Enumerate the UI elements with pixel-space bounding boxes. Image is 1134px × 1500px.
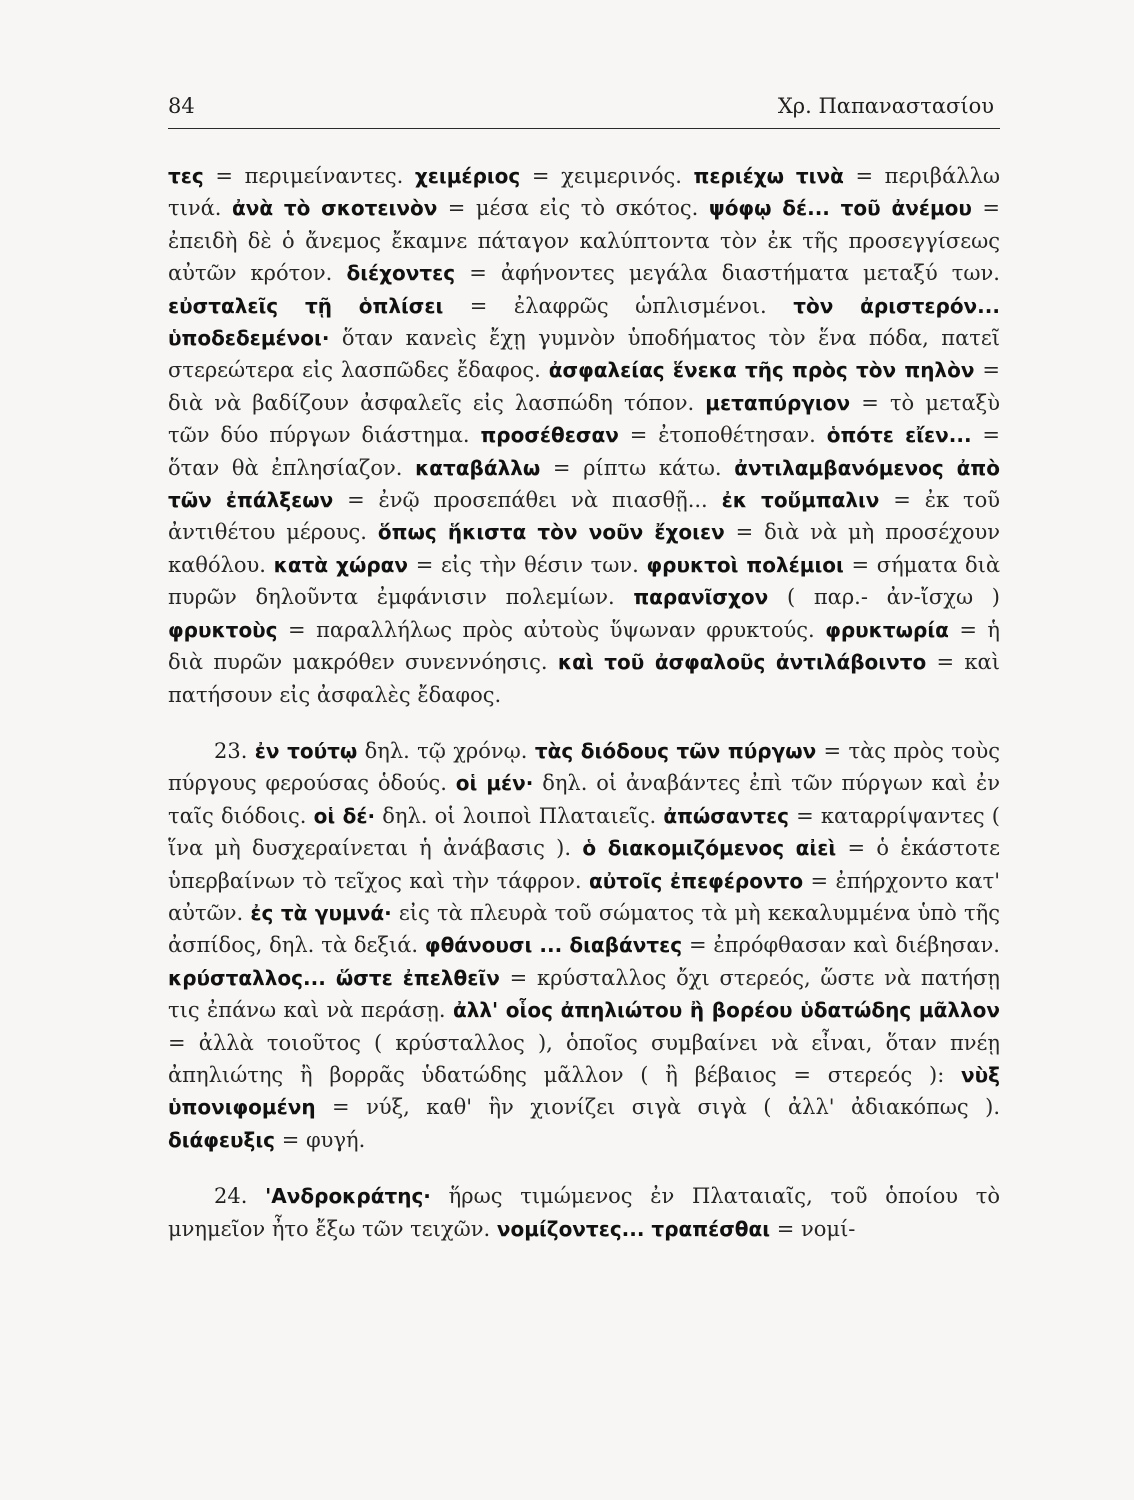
lemma: διέχοντες (346, 261, 456, 286)
paragraph-23 (168, 735, 1000, 1156)
paragraph-number: 23. (214, 738, 255, 763)
gloss-text: = περιβάλλω τινά. (168, 164, 1000, 221)
gloss-text: = τὸ μεταξὺ τῶν δύο πύργων διάστημα. (168, 390, 1000, 448)
lemma: οἱ μέν· (455, 771, 534, 796)
gloss-text: = ἡ διὰ πυρῶν μακρόθεν συνεννόησις. (168, 617, 1000, 675)
lemma: φθάνουσι ... διαβάντες (424, 933, 683, 958)
lemma: ἀπώσαντες (663, 803, 789, 828)
lemma: ὁπότε εἴεν... (826, 423, 972, 448)
lemma: περιέχω τινὰ (693, 164, 844, 188)
lemma: ὅπως ἥκιστα τὸν νοῦν ἔχοιεν (377, 520, 725, 545)
gloss-text: = τὰς πρὸς τοὺς πύργους φερούσας ὁδούς. (168, 738, 1001, 796)
commentary-body (168, 160, 1000, 1245)
lemma: ἀλλ' οἷος ἀπηλιώτου ἢ βορέου ὑδατώδης μᾶλλον (452, 998, 1001, 1023)
lemma: ἀνὰ τὸ σκοτεινὸν (231, 196, 438, 221)
lemma: ἀσφαλείας ἕνεκα τῆς πρὸς τὸν πηλὸν (548, 358, 975, 383)
lemma: ἐν τούτῳ (254, 738, 358, 763)
gloss-text: = διὰ νὰ μὴ προσέχουν καθόλου. (168, 520, 1000, 577)
lemma: καταβάλλω (415, 455, 541, 480)
lemma: μεταπύργιον (705, 390, 851, 415)
gloss-text: = κρύσταλλος ὄχι στερεός, ὥστε νὰ πατήσῃ τις ἐπάνω καὶ νὰ περάσῃ. (168, 965, 1000, 1023)
lemma: φρυκτωρία (825, 617, 949, 642)
lemma: ἀντιλαμβανόμενος ἀπὸ τῶν ἐπάλξεων (168, 455, 1000, 513)
gloss-text: = χειμερινός. (520, 164, 694, 188)
gloss-text: δηλ. τῷ χρόνῳ. (357, 738, 535, 763)
gloss-text: = διὰ νὰ βαδίζουν ἀσφαλεῖς εἰς λασπώδη τόπον. (168, 358, 1000, 415)
lemma: τες (168, 164, 204, 188)
lemma: διάφευξις (168, 1127, 276, 1152)
lemma: ἐς τὰ γυμνά· (250, 900, 392, 925)
lemma: τὸν ἀριστερόν... ὑποδεδεμένοι· (168, 293, 1000, 351)
page-number: 84 (168, 94, 195, 118)
lemma: ψόφῳ δέ... τοῦ ἀνέμου (708, 196, 972, 221)
gloss-text: = ἐλαφρῶς ὡπλισμένοι. (443, 293, 794, 318)
lemma: νομίζοντες... τραπέσθαι (496, 1216, 771, 1241)
gloss-text: = ρίπτω κάτω. (540, 455, 735, 480)
lemma: καὶ τοῦ ἀσφαλοῦς ἀντιλάβοιντο (557, 650, 927, 675)
gloss-text: = ἐπήρχοντο κατ' αὐτῶν. (168, 868, 1000, 925)
gloss-text: = ἐκ τοῦ ἀντιθέτου μέρους. (168, 488, 1000, 545)
gloss-text: = μέσα εἰς τὸ σκότος. (437, 196, 709, 221)
lemma: φρυκτοὶ πολέμιοι (646, 552, 844, 577)
gloss-text: = νομί- (770, 1216, 856, 1241)
gloss-text: = ἐπειδὴ δὲ ὁ ἄνεμος ἔκαμνε πάταγον καλύπτοντα τὸν ἐκ τῆς προσεγγίσεως αὐτῶν κρότον. (168, 196, 1001, 286)
gloss-text: = εἰς τὴν θέσιν των. (408, 552, 647, 577)
gloss-text: εἰς τὰ πλευρὰ τοῦ σώματος τὰ μὴ κεκαλυμμένα ὑπὸ τῆς ἀσπίδος, δηλ. τὰ δεξιά. (168, 900, 1000, 958)
page-header (168, 94, 1000, 129)
lemma: παρανῖσχον (633, 585, 769, 610)
paragraph-24 (168, 1180, 1000, 1245)
gloss-text: ἥρως τιμώμενος ἐν Πλαταιαῖς, τοῦ ὁποίου τὸ μνημεῖον ἦτο ἔξω τῶν τειχῶν. (168, 1184, 1001, 1241)
lemma: εὐσταλεῖς τῇ ὁπλίσει (168, 293, 444, 318)
lemma: τὰς διόδους τῶν πύργων (534, 738, 817, 763)
gloss-text: = φυγή. (275, 1127, 366, 1152)
gloss-text: = ὁ ἑκάστοτε ὑπερβαίνων τὸ τεῖχος καὶ τὴν τάφρον. (168, 836, 1001, 893)
lemma: φρυκτοὺς (168, 617, 278, 642)
paragraph-continuation (168, 160, 1000, 711)
gloss-text: = ἐνῷ προσεπάθει νὰ πιασθῇ... (333, 488, 722, 513)
gloss-text: ( παρ.- ἀν-ἴσχω ) (768, 585, 1000, 610)
lemma: χειμέριος (414, 164, 521, 188)
lemma: κρύσταλλος... ὥστε ἐπελθεῖν (168, 965, 500, 990)
gloss-text: = περιμείναντες. (203, 164, 415, 188)
gloss-text: = σήματα διὰ πυρῶν δηλοῦντα ἐμφάνισιν πολεμίων. (168, 552, 1000, 610)
paragraph-number: 24. (214, 1184, 266, 1209)
lemma: ὁ διακομιζόμενος αἰεὶ (582, 836, 837, 861)
lemma: προσέθεσαν (480, 423, 619, 448)
gloss-text: = καὶ πατήσουν εἰς ἀσφαλὲς ἔδαφος. (168, 650, 1000, 707)
gloss-text: = ἐτοποθέτησαν. (618, 423, 827, 448)
gloss-text: = ἀλλὰ τοιοῦτος ( κρύσταλλος ), ὁποῖος συμβαίνει νὰ εἶναι, ὅταν πνέῃ ἀπηλιώτης ἢ βορρᾶς ὑδατώδης μᾶλλον ( ἢ βέβαιος = στερεός ): (168, 1030, 1000, 1087)
gloss-text: = καταρρίψαντες ( ἵνα μὴ δυσχεραίνεται ἡ ἀνάβασις ). (168, 803, 1000, 861)
lemma: νὺξ ὑπονιφομένη (168, 1062, 1000, 1120)
gloss-text: = ἀφήνοντες μεγάλα διαστήματα μεταξύ των. (455, 261, 1000, 286)
lemma: οἱ δέ· (313, 803, 376, 828)
gloss-text: ὅταν κανεὶς ἔχῃ γυμνὸν ὑποδήματος τὸν ἕνα πόδα, πατεῖ στερεώτερα εἰς λασπῶδες ἔδαφος. (168, 326, 1000, 383)
lemma: κατὰ χώραν (273, 552, 409, 577)
gloss-text: δηλ. οἱ ἀναβάντες ἐπὶ τῶν πύργων καὶ ἐν ταῖς διόδοις. (168, 771, 1000, 828)
gloss-text: = ὅταν θὰ ἐπλησίαζον. (168, 423, 1001, 480)
lemma: 'Ανδροκράτης· (265, 1184, 431, 1209)
lemma: αὐτοῖς ἐπεφέροντο (588, 868, 804, 893)
gloss-text: δηλ. οἱ λοιποὶ Πλαταιεῖς. (375, 803, 664, 828)
gloss-text: = παραλλήλως πρὸς αὐτοὺς ὕψωναν φρυκτούς. (277, 617, 826, 642)
running-head: Χρ. Παπαναστασίου (777, 94, 994, 118)
lemma: ἐκ τοὔμπαλιν (721, 488, 880, 513)
gloss-text: = ἐπρόφθασαν καὶ διέβησαν. (682, 933, 1000, 958)
gloss-text: = νύξ, καθ' ἣν χιονίζει σιγὰ σιγὰ ( ἀλλ' ἀδιακόπως ). (315, 1095, 1000, 1120)
